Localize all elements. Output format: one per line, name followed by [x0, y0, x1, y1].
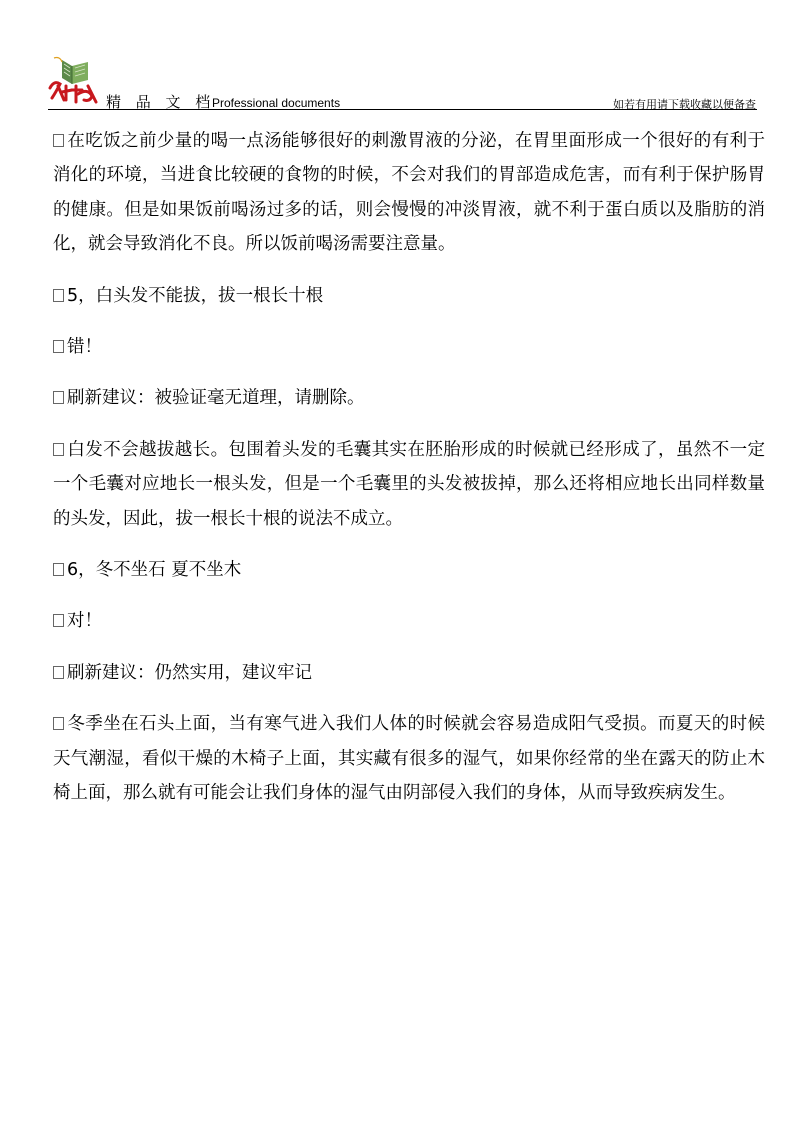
- paragraph-text: 5，白头发不能拔，拔一根长十根: [67, 285, 324, 306]
- paragraph-text: 刷新建议：仍然实用，建议牢记: [67, 662, 312, 683]
- bullet-box-icon: [53, 666, 64, 679]
- paragraph-text: 白发不会越拔越长。包围着头发的毛囊其实在胚胎形成的时候就已经形成了，虽然不一定一个毛囊对应地长一根头发，但是一个毛囊里的头发被拔掉，那么还将相应地长出同样数量的头发，因此，拔一根长十根的说法不成立。: [53, 439, 765, 529]
- page-header: [0, 0, 794, 112]
- paragraph-text: 错！: [67, 337, 102, 358]
- bullet-box-icon: [53, 443, 64, 456]
- bullet-box-icon: [53, 614, 64, 627]
- paragraph: [53, 656, 765, 690]
- paragraph: [53, 604, 765, 638]
- paragraph: [53, 381, 765, 415]
- bullet-box-icon: [53, 340, 64, 353]
- paragraph: [53, 553, 765, 587]
- bullet-box-icon: [53, 289, 64, 302]
- paragraph: [53, 279, 765, 313]
- paragraph: [53, 433, 765, 536]
- document-body: [53, 124, 765, 811]
- paragraph: [53, 124, 765, 262]
- bullet-box-icon: [53, 134, 64, 147]
- header-subtitle: Professional documents: [212, 96, 341, 110]
- header-title: 精 品 文 档: [106, 93, 216, 111]
- bullet-box-icon: [53, 563, 64, 576]
- paragraph-text: 冬季坐在石头上面，当有寒气进入我们人体的时候就会容易造成阳气受损。而夏天的时候天气潮湿，看似干燥的木椅子上面，其实藏有很多的湿气，如果你经常的坐在露天的防止木椅上面，那么就有可能会让我们身体的湿气由阴部侵入我们的身体，从而导致疾病发生。: [53, 714, 765, 804]
- bullet-box-icon: [53, 391, 64, 404]
- book-logo-icon: [48, 56, 100, 106]
- header-note: 如若有用请下载收藏以便备查: [613, 98, 756, 111]
- paragraph-text: 在吃饭之前少量的喝一点汤能够很好的刺激胃液的分泌，在胃里面形成一个很好的有利于消化的环境，当进食比较硬的食物的时候，不会对我们的胃部造成危害，而有利于保护肠胃的健康。但是如果饭前喝汤过多的话，则会慢慢的冲淡胃液，就不利于蛋白质以及脂肪的消化，就会导致消化不良。所以饭前喝汤需要注意量。: [53, 131, 765, 255]
- bullet-box-icon: [53, 717, 64, 730]
- header-divider: [48, 109, 757, 110]
- paragraph-text: 对！: [67, 611, 102, 632]
- paragraph: [53, 707, 765, 810]
- paragraph: [53, 330, 765, 364]
- paragraph-text: 刷新建议：被验证毫无道理，请删除。: [67, 388, 365, 409]
- paragraph-text: 6，冬不坐石 夏不坐木: [67, 560, 242, 581]
